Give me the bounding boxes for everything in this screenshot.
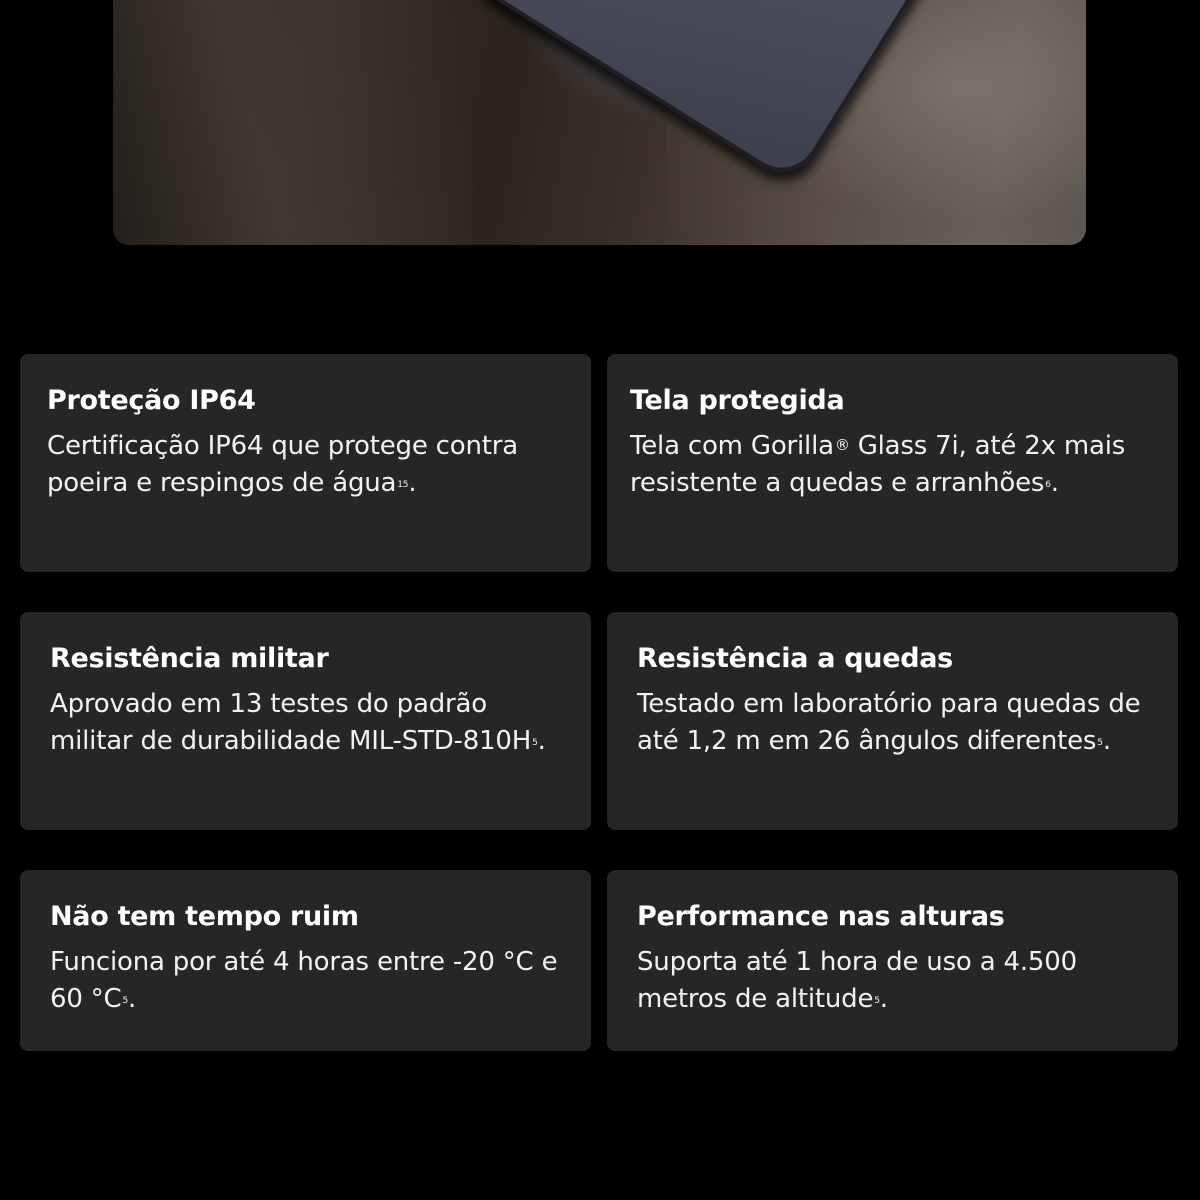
- feature-card-drops: [607, 612, 1178, 830]
- feature-description: Testado em laboratório para quedas de até 1,2 m em 26 ângulos diferentes$^5$.: [637, 689, 1141, 756]
- feature-title: Performance nas alturas: [637, 901, 1005, 932]
- feature-card-screen: [607, 354, 1178, 572]
- footnote-marker: 15: [397, 480, 409, 490]
- feature-card-altitude: [607, 870, 1178, 1051]
- feature-title: Resistência militar: [50, 643, 329, 674]
- footnote-marker: 5: [532, 738, 538, 748]
- footnote-marker: 6: [1045, 480, 1051, 490]
- feature-card-ip64: [20, 354, 591, 572]
- footnote-marker: 5: [1097, 738, 1103, 748]
- hero-image: [113, 0, 1086, 245]
- feature-description: Suporta até 1 hora de uso a 4.500 metros de altitude$^5$.: [637, 947, 1077, 1014]
- feature-title: Proteção IP64: [47, 385, 256, 416]
- registered-mark: ®: [834, 436, 850, 454]
- feature-card-weather: [20, 870, 591, 1051]
- feature-description: Aprovado em 13 testes do padrão militar de durabilidade MIL-$STD-810H^5$.: [50, 689, 546, 756]
- feature-title: Tela protegida: [630, 385, 845, 416]
- feature-title: Não tem tempo ruim: [50, 901, 359, 932]
- hero-rock-texture: [113, 0, 473, 245]
- feature-card-military: [20, 612, 591, 830]
- feature-description: Funciona por até 4 horas entre -20 °C e 60 $^\circ C^5$.: [50, 947, 558, 1014]
- footnote-marker: 5: [874, 996, 880, 1006]
- feature-description: Certificação IP64 que protege contra poeira e respingos de água$^{15}$.: [47, 431, 518, 498]
- feature-description: Tela com Gorilla® Glass 7i, até 2x mais resistente a quedas e arranhões$^6$.: [630, 431, 1126, 498]
- feature-title: Resistência a quedas: [637, 643, 953, 674]
- footnote-marker: 5: [122, 996, 129, 1006]
